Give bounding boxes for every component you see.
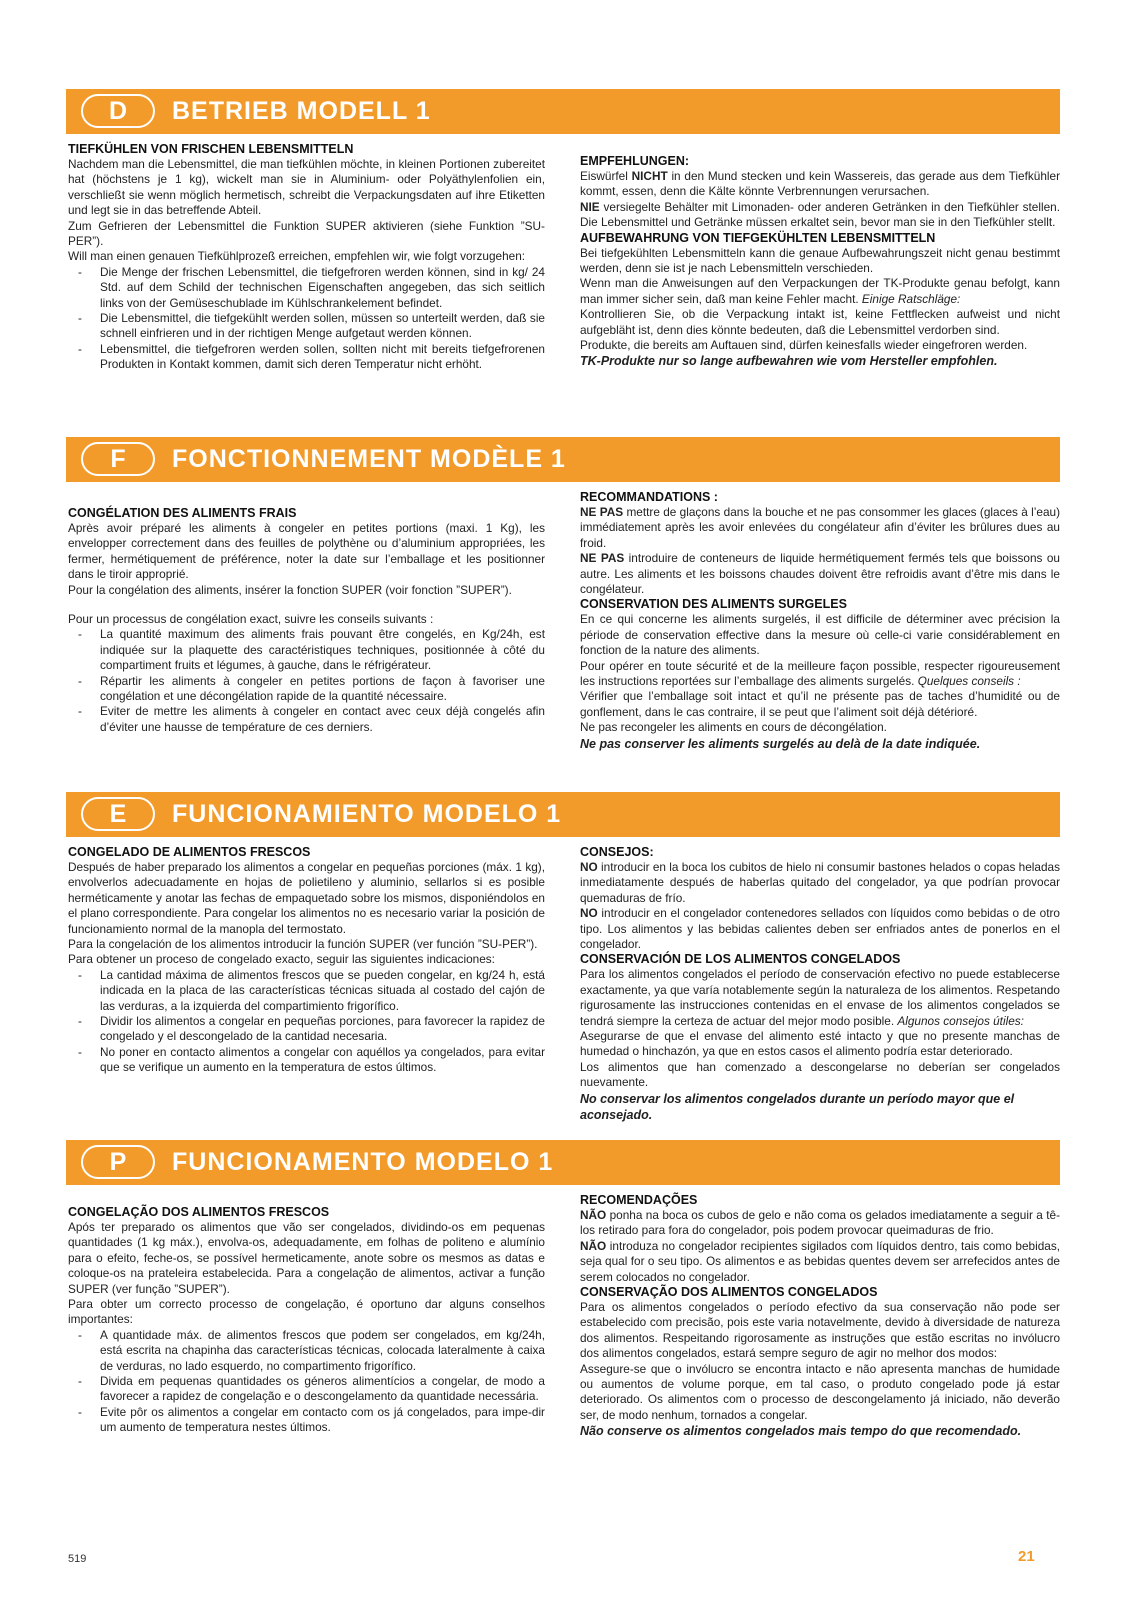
list-item: - Die Menge der frischen Lebensmittel, die tiefgefroren werden können, sind in kg/ 24 Std. auf dem Schild der technischen Eigenschaften angegeben, das sich seitlich links von der Gemüseschublade im Kühlschrankelement befindet. [78, 265, 545, 311]
language-letter-badge: F [81, 442, 155, 476]
left-heading: CONGELADO DE ALIMENTOS FRESCOS [68, 845, 311, 859]
section-banner [66, 437, 1060, 482]
paragraph: Bei tiefgekühlten Lebensmitteln kann die genaue Aufbewahrungszeit nicht genau bestimmt werden, denn sie ist je nach Lebensmitteln verschieden. [580, 245, 1060, 276]
document-code: 519 [68, 1553, 87, 1565]
text-fragment: introduire de conteneurs de liquide hermétiquement fermés tels que boissons ou autre. Les aliments et les boissons chaudes doivent être refroidis avant d’être mis dans le congélateur. [580, 551, 1060, 597]
list-item: - Lebensmittel, die tiefgefroren werden sollen, sollten nicht mit bereits tiefgefrorenen Produkten in Kontakt kommen, damit sich deren Temperatur nicht erhöht. [78, 342, 545, 373]
section-portuguese [66, 1140, 1060, 1439]
paragraph: Will man einen genauen Tiefkühlprozeß erreichen, empfehlen wir, wie folgt vorzugehen: [68, 249, 526, 264]
paragraph [580, 860, 1060, 906]
section-title: BETRIEB MODELL 1 [172, 97, 431, 125]
list-item: - Eviter de mettre les aliments à congeler en contact avec ceux déjà congelés afin d’éviter une hausse de température de ces derniers. [78, 704, 545, 735]
paragraph [580, 169, 1060, 200]
section-banner [66, 89, 1060, 134]
right-heading: CONSERVAÇÃO DOS ALIMENTOS CONGELADOS [580, 1285, 878, 1300]
emphasis: NE PAS [580, 551, 625, 566]
list-item: - La cantidad máxima de alimentos frescos que se pueden congelar, en kg/24 h, está indicada en la placa de las características técnicas situada al costado del cajón de las verduras, a la izquierda del compartimiento frigorífico. [78, 968, 545, 1014]
section-title: FUNCIONAMIENTO MODELO 1 [172, 800, 562, 828]
list-item: - No poner en contacto alimentos a congelar con aquéllos ya congelados, para evitar que se verifique un aumento en la temperatura de estos últimos. [78, 1045, 545, 1076]
list-item: - Die Lebensmittel, die tiefgekühlt werden sollen, müssen so unterteilt werden, daß sie schnell einfrieren und in der richtigen Menge aufgetaut werden können. [78, 311, 545, 342]
list-item: - Dividir los alimentos a congelar en pequeñas porciones, para favorecer la rapidez de congelado y el descongelado de la cantidad necesaria. [78, 1014, 545, 1045]
text-fragment: versiegelte Behälter mit Limonaden- oder anderen Getränken in den Tiefkühler stellen. Die Lebensmittel und Getränke müssen erkaltet sein, bevor man sie in den Tiefkühler stellt. [580, 199, 1060, 230]
final-note: No conservar los alimentos congelados durante un período mayor que el aconsejado. [580, 1091, 1015, 1122]
paragraph: Zum Gefrieren der Lebensmittel die Funktion SUPER aktivieren (siehe Funktion ”SU-PER”). [68, 218, 545, 249]
list-item: - Divida em pequenas quantidades os géneros alimentícios a congelar, de modo a favorecer a rapidez de congelação e o descongelamento da quantidade necessária. [78, 1374, 545, 1405]
paragraph [580, 276, 1060, 307]
paragraph: Après avoir préparé les aliments à congeler en petites portions (maxi. 1 Kg), les envelopper correctement dans des feuilles de polythène ou d’aluminium appropriées, les fermer, hermétiquement de préférence, noter la date sur l’emballage et les positionner dans le tiroir approprié. [68, 521, 545, 582]
final-note: Ne pas conserver les aliments surgelés au delà de la date indiquée. [580, 736, 981, 751]
section-french [66, 437, 1060, 751]
italic-text: Quelques conseils : [917, 674, 1021, 689]
left-heading: CONGÉLATION DES ALIMENTS FRAIS [68, 506, 297, 520]
left-heading: TIEFKÜHLEN VON FRISCHEN LEBENSMITTELN [68, 142, 354, 156]
paragraph: Los alimentos que han comenzado a descongelarse no deberían ser congelados nuevamente. [580, 1059, 1060, 1090]
left-column [68, 142, 545, 373]
paragraph [580, 1239, 1060, 1285]
right-heading: RECOMMANDATIONS : [580, 490, 718, 504]
text-fragment: introducir en la boca los cubitos de hielo ni consumir bastones helados o copas heladas inmediatamente después de haberlas quitado del congelador, ya que podrían provocar quemaduras de frío. [580, 860, 1060, 905]
emphasis: NO [580, 906, 598, 921]
text-fragment: Pour opérer en toute sécurité et de la meilleure façon possible, respecter rigoureusement les instructions reportées sur l’emballage des aliments surgelés. [580, 658, 1060, 689]
advice-list [68, 1328, 545, 1436]
paragraph [580, 505, 1060, 551]
italic-text: Algunos consejos útiles: [897, 1013, 1024, 1028]
paragraph: Para obter um correcto processo de congelação, é oportuno dar alguns conselhos importantes: [68, 1297, 545, 1327]
list-item: - Répartir les aliments à congeler en petites portions de façon à favoriser une congélation et une décongélation rapide de la quantité nécessaire. [78, 674, 545, 705]
paragraph [580, 551, 1060, 597]
emphasis: NO [580, 860, 598, 874]
paragraph [580, 906, 1060, 952]
left-heading: CONGELAÇÃO DOS ALIMENTOS FRESCOS [68, 1205, 330, 1219]
final-note: Não conserve os alimentos congelados mais tempo do que recomendado. [580, 1424, 1022, 1439]
left-column [68, 845, 545, 1076]
text-fragment: ponha na boca os cubos de gelo e não coma os gelados imediatamente a seguir a tê-los retirado para fora do congelador, pois podem provocar queimaduras de frio. [580, 1208, 1060, 1238]
right-heading: CONSEJOS: [580, 845, 654, 859]
right-column [580, 1193, 1060, 1439]
paragraph [580, 200, 1060, 231]
section-title: FONCTIONNEMENT MODÈLE 1 [172, 445, 566, 473]
right-heading: CONSERVATION DES ALIMENTS SURGELES [580, 597, 847, 612]
advice-list [68, 968, 545, 1076]
italic-text: Einige Ratschläge: [861, 291, 961, 306]
right-heading: RECOMENDAÇÕES [580, 1193, 698, 1207]
language-letter-badge: D [81, 94, 155, 128]
right-column [580, 154, 1060, 369]
paragraph: Após ter preparado os alimentos que vão ser congelados, dividindo-os em pequenas quantidades (1 kg máx.), envolva-os, adequadamente, em folhas de politeno e alumínio para o efeito, feche-os, se possível hermeticamente, anote sobre os mesmos as datas e coloque-os na prateleira estabelecida. Para a congelação de alimentos, activar a função SUPER (ver função ”SUPER”). [68, 1220, 545, 1296]
paragraph: Asegurarse de que el envase del alimento esté intacto y que no presente manchas de humedad o hinchazón, ya que en estos casos el alimento podría estar deteriorado. [580, 1029, 1060, 1059]
paragraph [580, 967, 1060, 1029]
final-note: TK-Produkte nur so lange aufbewahren wie vom Hersteller empfohlen. [580, 354, 998, 369]
text-fragment: introduza no congelador recipientes sigilados com líquidos dentro, tais como bebidas, seja qual for o seu tipo. Os alimentos e as bebidas quentes devem ser arrefecidos antes de serem colocados no congelador. [580, 1238, 1060, 1284]
text-fragment: in den Mund stecken und kein Wassereis, das gerade aus dem Tiefkühler kommt, essen, denn die Kälte könnte Verbrennungen verursachen. [580, 169, 1060, 199]
page-number: 21 [1018, 1548, 1035, 1565]
list-item: - La quantité maximum des aliments frais pouvant être congelés, en Kg/24h, est indiquée sur la plaquette des caractéristiques techniques, positionnée à côté du compartiment fruits et légumes, à gauche, dans le réfrigérateur. [78, 627, 545, 673]
paragraph: Después de haber preparado los alimentos a congelar en pequeñas porciones (máx. 1 kg), envolverlos adecuadamente en hojas de polietileno y aluminio, sellarlos si es posible herméticamente y anotar las fechas de empaquetado sobre los mismos, disponiéndolos en el plano correspondiente. Para congelar los alimentos no es necesario variar la posición de funcionamiento normal de la manopla del termostato. [68, 860, 545, 936]
emphasis: NÃO [580, 1238, 607, 1253]
list-item: - A quantidade máx. de alimentos frescos que podem ser congelados, em kg/24h, está escrita na chapinha das características técnicas, colocada lateralmente à caixa de verduras, no lado esquerdo, no compartimento frigorífico. [78, 1328, 545, 1374]
right-column [580, 845, 1060, 1123]
paragraph: Assegure-se que o invólucro se encontra intacto e não apresenta manchas de humidade ou aumentos de volume porque, em tal caso, o produto congelado pode já estar deteriorado. Os alimentos com o processo de descongelamento já iniciado, não deverão ser, de modo nenhum, tornados a congelar. [580, 1361, 1060, 1422]
text-fragment: mettre de glaçons dans la bouche et ne pas consommer les glaces (glaces à l’eau) immédiatement après les avoir enlevées du congélateur afin d’éviter les brûlures dues au froid. [580, 505, 1060, 550]
text-fragment: introducir en el congelador contenedores sellados con líquidos como bebidas o de otro tipo. Los alimentos y las bebidas calientes deben ser enfriados antes de ponerlos en el congelador. [580, 906, 1060, 952]
paragraph: Produkte, die bereits am Auftauen sind, dürfen keinesfalls wieder eingefroren werden. [580, 338, 1028, 353]
section-banner [66, 792, 1060, 837]
paragraph: En ce qui concerne les aliments surgelés, il est difficile de déterminer avec précision la période de conservation effective dans la mesure où celle-ci varie considérablement en fonction de la nature des aliments. [580, 612, 1060, 658]
emphasis: NÃO [580, 1208, 607, 1222]
list-item: - Evite pôr os alimentos a congelar em contacto com os já congelados, para impe-dir um aumento de temperatura nestes últimos. [78, 1405, 545, 1436]
paragraph: Para la congelación de los alimentos introducir la función SUPER (ver función ”SU-PER”). [68, 937, 538, 952]
paragraph: Vérifier que l’emballage soit intact et qu’il ne présente pas de taches d’humidité ou de gonflement, dans le cas contraire, il se peut que l’aliment soit déjà détérioré. [580, 689, 1060, 719]
text-fragment: Eiswürfel [580, 169, 632, 183]
paragraph [580, 1208, 1060, 1239]
paragraph: Pour un processus de congélation exact, suivre les conseils suivants : [68, 612, 434, 627]
paragraph [580, 659, 1060, 690]
advice-list [68, 265, 545, 373]
paragraph: Pour la congélation des aliments, insérer la fonction SUPER (voir fonction ”SUPER”). [68, 582, 512, 597]
right-heading: EMPFEHLUNGEN: [580, 154, 690, 168]
language-letter-badge: P [81, 1145, 155, 1179]
text-fragment: Para los alimentos congelados el período de conservación efectivo no puede establecerse exactamente, ya que varía notablemente según la naturaleza de los alimentos. Respetando rigurosamente las instrucciones contenidas en el envase de los alimentos congelados se tendrá siempre la certeza de actuar del mejor modo posible. [580, 967, 1060, 1028]
left-column [68, 1205, 545, 1436]
section-german [66, 89, 1060, 372]
advice-list [68, 627, 545, 735]
right-heading: AUFBEWAHRUNG VON TIEFGEKÜHLTEN LEBENSMITTELN [580, 230, 936, 245]
paragraph: Nachdem man die Lebensmittel, die man tiefkühlen möchte, in kleinen Portionen zubereitet hat (höchstens je 1 kg), wickelt man sie in Aluminium- oder Polyäthylenfolien ein, verschließt sie wenn möglich hermetisch, schreibt die Verpackungsdaten auf ihre Etiketten und legt sie in das betreffende Abteil. [68, 157, 545, 218]
emphasis: NE PAS [580, 505, 624, 519]
language-letter-badge: E [81, 797, 155, 831]
section-banner [66, 1140, 1060, 1185]
paragraph: Ne pas recongeler les aliments en cours de décongélation. [580, 720, 887, 735]
right-column [580, 490, 1060, 752]
right-heading: CONSERVACIÓN DE LOS ALIMENTOS CONGELADOS [580, 952, 901, 967]
emphasis: NICHT [631, 169, 668, 183]
paragraph: Para obtener un proceso de congelado exacto, seguir las siguientes indicaciones: [68, 952, 495, 967]
section-title: FUNCIONAMENTO MODELO 1 [172, 1148, 554, 1176]
paragraph: Para os alimentos congelados o período efectivo da sua conservação não pode ser estabelecido com precisão, pois este varia notavelmente, devido à diversidade de natureza dos alimentos. Respeitando rigorosamente as instruções que estão escritas no invólucro dos alimentos congelados, estará sempre seguro de agir no melhor dos modos: [580, 1300, 1060, 1361]
section-spanish [66, 792, 1060, 1122]
paragraph: Kontrollieren Sie, ob die Verpackung intakt ist, keine Fettflecken aufweist und nicht aufgebläht ist, denn dies könnte bedeuten, daß die Lebensmittel verdorben sind. [580, 307, 1060, 337]
text-fragment: Wenn man die Anweisungen auf den Verpackungen der TK-Produkte genau befolgt, kann man immer sicher sein, daß man keine Fehler macht. [580, 276, 1060, 306]
left-column [68, 506, 545, 735]
emphasis: NIE [580, 199, 600, 214]
